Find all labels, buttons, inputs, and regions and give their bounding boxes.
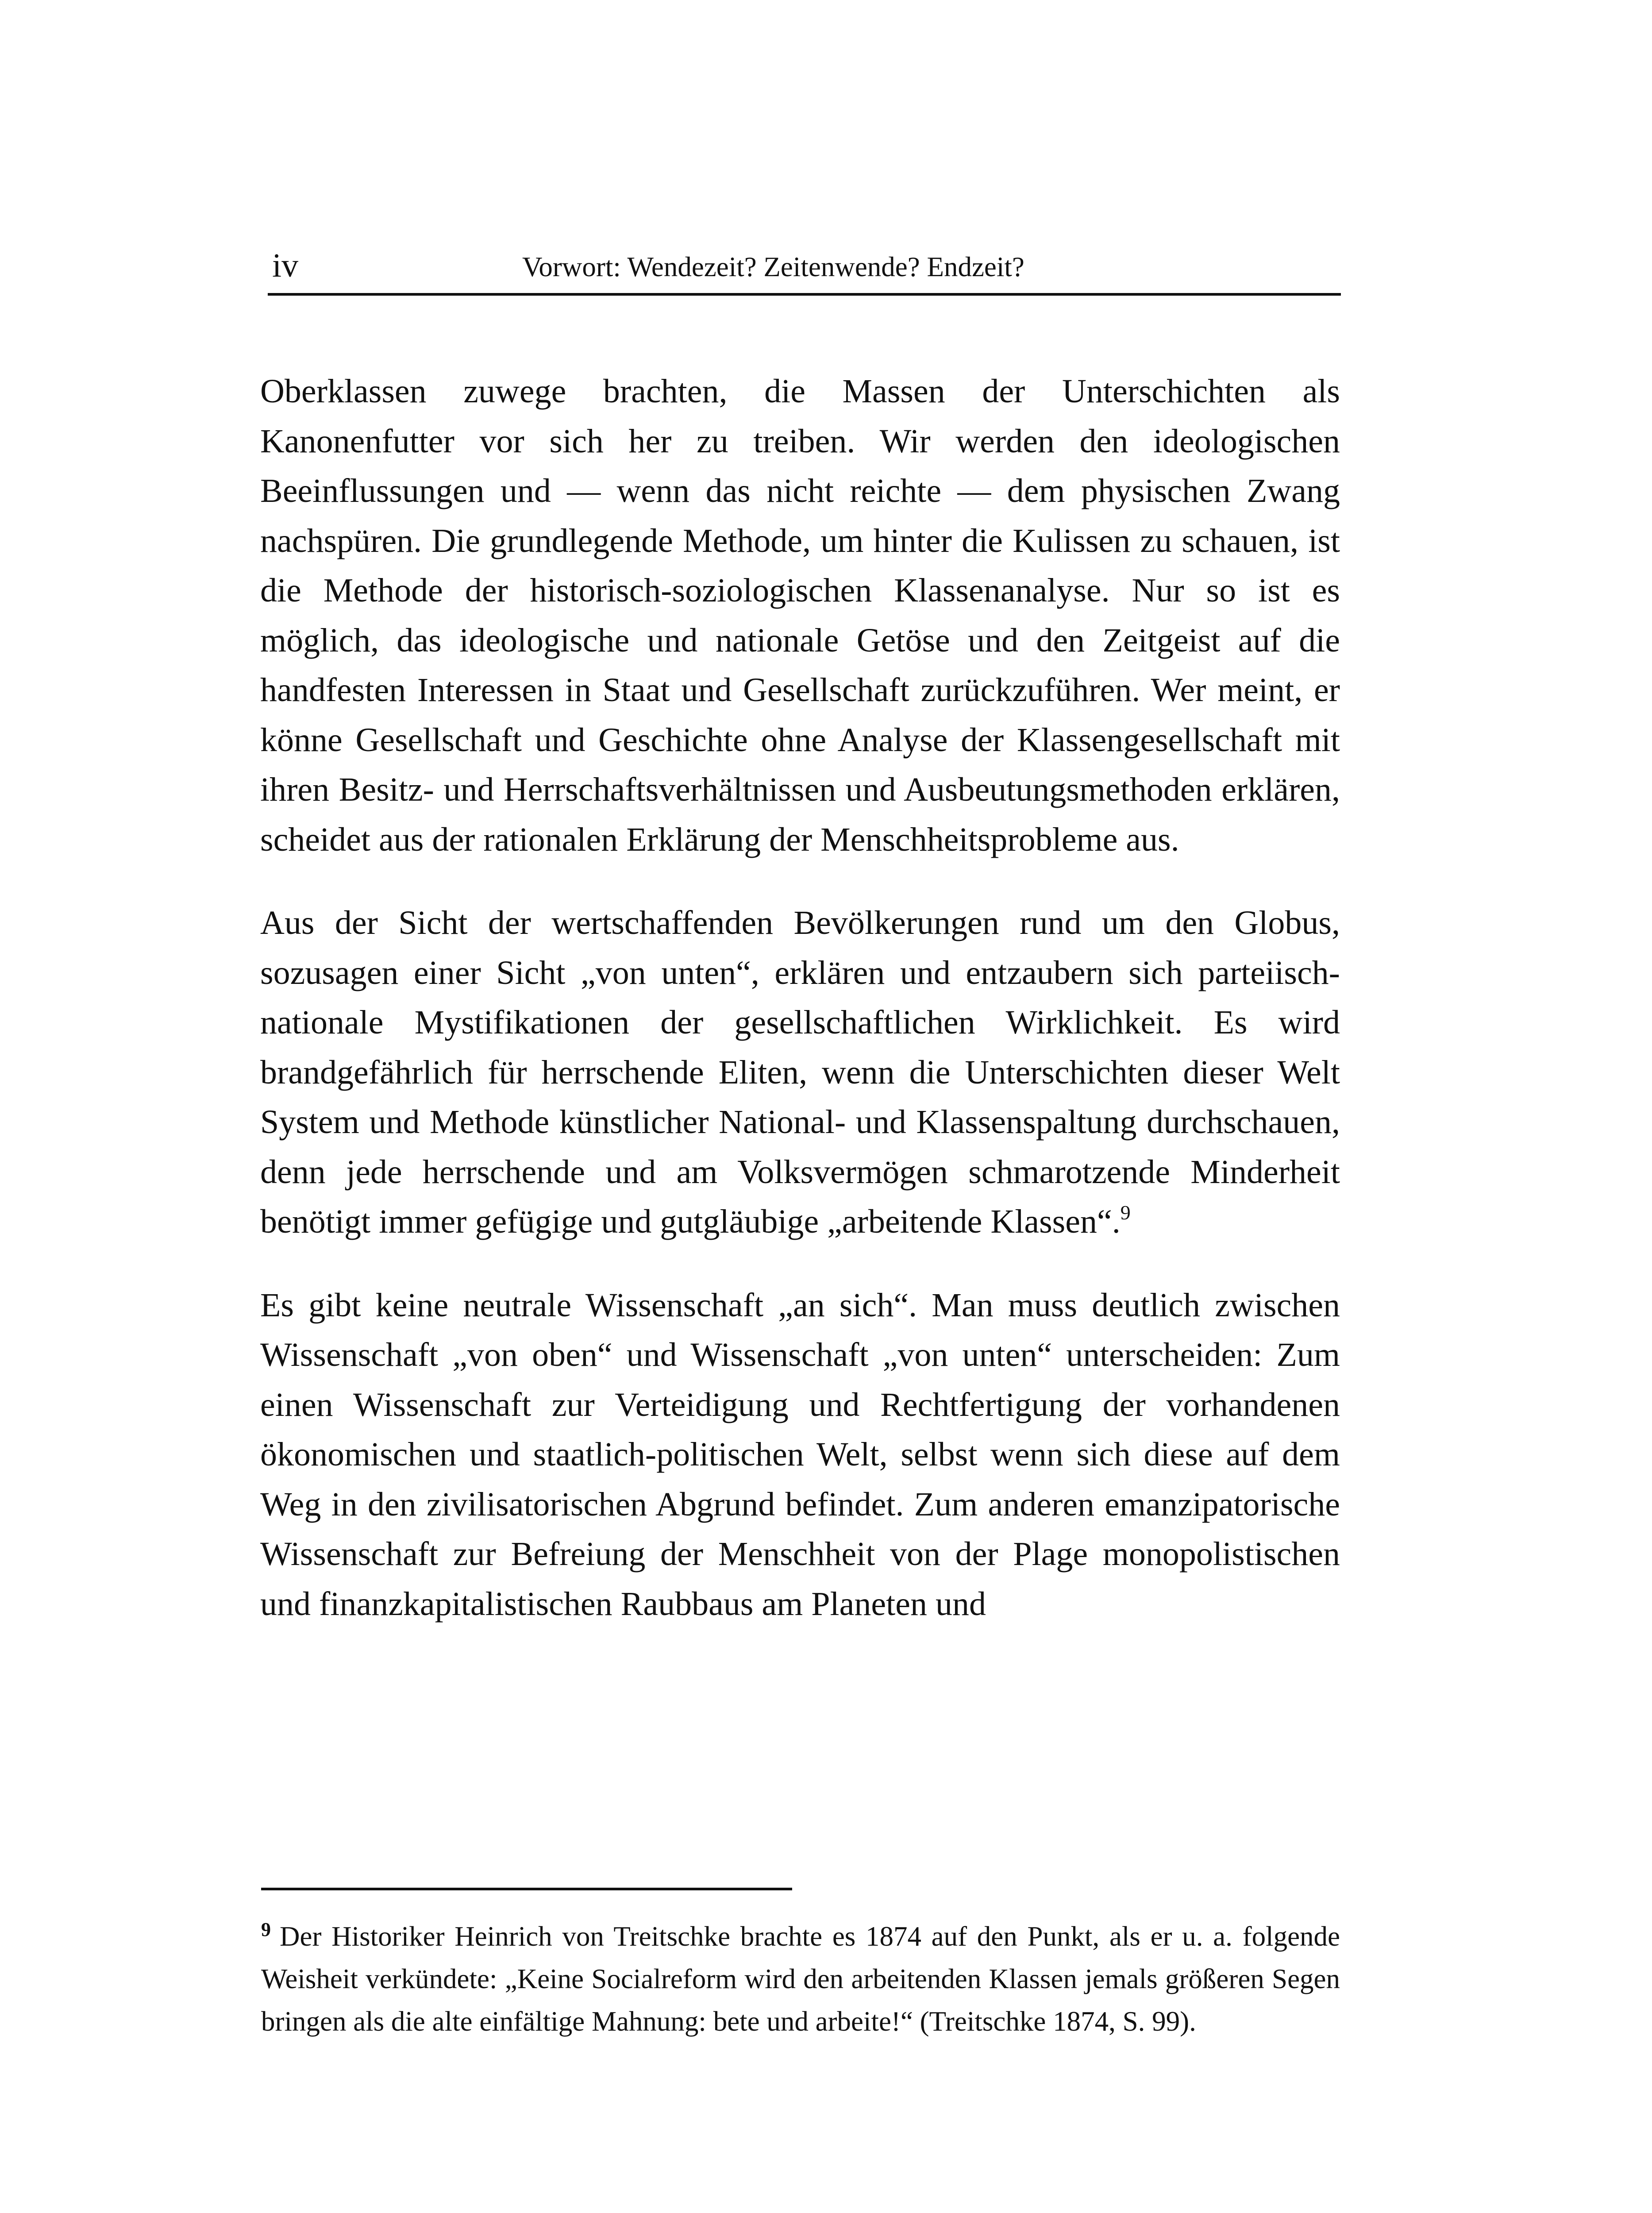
footnote-text: Der Historiker Heinrich von Treitschke brachte es 1874 auf den Punkt, als er u. a. folgende Weisheit verkündete: „Keine Socialreform wird den arbeitenden Klassen jemals größeren Segen bringen als die alte einfältige Mahnung: bete und arbeite!“ (Treitschke 1874, S. 99).: [261, 1921, 1340, 2037]
body-paragraph: [260, 1280, 1340, 1629]
footnote-reference: 9: [1120, 1201, 1131, 1224]
running-title: Vorwort: Wendezeit? Zeitenwende? Endzeit?: [522, 251, 1024, 282]
footnote: 9 Der Historiker Heinrich von Treitschke brachte es 1874 auf den Punkt, als er u. a. folgende Weisheit verkündete: „Keine Socialreform wird den arbeitenden Klassen jemals größeren Segen bringen als die alte einfältige Mahnung: bete und arbeite!“ (Treitschke 1874, S. 99).: [261, 1919, 1340, 2037]
paragraph-text: Aus der Sicht der wertschaffenden Bevölkerungen rund um den Globus, sozusagen einer Sicht „von unten“, erklären und entzaubern sich parteiisch-nationale Mystifikationen der gesellschaftlichen Wirklichkeit. Es wird brandgefährlich für herrschende Eliten, wenn die Unterschichten dieser Welt System und Methode künstlicher National- und Klassenspaltung durchschauen, denn jede herrschende und am Volksvermögen schmarotzende Minderheit benötigt immer gefügige und gutgläubige „arbeitende Klassen“.: [260, 904, 1340, 1240]
body-paragraph: [260, 366, 1340, 864]
paragraph-text: Es gibt keine neutrale Wissenschaft „an sich“. Man muss deutlich zwischen Wissenschaft „von oben“ und Wissenschaft „von unten“ unterscheiden: Zum einen Wissenschaft zur Verteidigung und Rechtfertigung der vorhandenen ökonomischen und staatlich-politischen Welt, selbst wenn sich diese auf dem Weg in den zivilisatorischen Abgrund befindet. Zum anderen emanzipatorische Wissenschaft zur Befreiung der Menschheit von der Plage monopolistischen und finanzkapitalistischen Raubbaus am Planeten und: [260, 1286, 1340, 1623]
page-number: iv: [272, 247, 299, 284]
paragraph-text: Oberklassen zuwege brachten, die Massen der Unterschichten als Kanonenfutter vor sich her zu treiben. Wir werden den ideologischen Beeinflussungen und — wenn das nicht reichte — dem physischen Zwang nachspüren. Die grundlegende Methode, um hinter die Kulissen zu schauen, ist die Methode der historisch-soziologischen Klassenanalyse. Nur so ist es möglich, das ideologische und nationale Getöse und den Zeitgeist auf die handfesten Interessen in Staat und Gesellschaft zurückzuführen. Wer meint, er könne Gesellschaft und Geschichte ohne Analyse der Klassengesellschaft mit ihren Besitz- und Herrschaftsverhältnissen und Ausbeutungsmethoden erklären, scheidet aus der rationalen Erklärung der Menschheitsprobleme aus.: [260, 373, 1340, 858]
body-text: [260, 366, 1340, 1629]
running-head: [268, 244, 1341, 296]
footnote-separator: [261, 1888, 792, 1890]
body-paragraph: [260, 898, 1340, 1247]
